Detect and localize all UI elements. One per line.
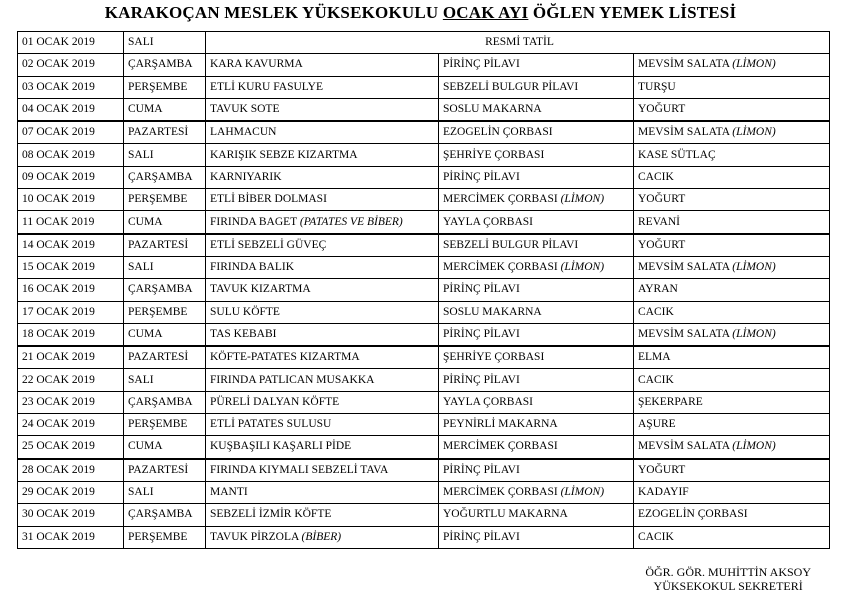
day-cell bbox=[124, 279, 206, 301]
extra-cell bbox=[634, 121, 830, 144]
extra-cell bbox=[634, 211, 830, 234]
main-dish-cell-text: FIRINDA KIYMALI SEBZELİ TAVA bbox=[210, 463, 389, 476]
side-dish-cell-text: SOSLU MAKARNA bbox=[443, 103, 542, 116]
menu-table bbox=[17, 31, 830, 549]
side-dish-cell-text: PİRİNÇ PİLAVI bbox=[443, 58, 520, 71]
extra-cell-text: EZOGELİN ÇORBASI bbox=[638, 508, 748, 521]
extra-cell-note: (LİMON) bbox=[732, 126, 776, 139]
signature-name: ÖĞR. GÖR. MUHİTTİN AKSOY bbox=[645, 565, 811, 579]
date-cell-text: 17 OCAK 2019 bbox=[22, 305, 95, 318]
main-dish-cell-text: TAVUK KIZARTMA bbox=[210, 283, 311, 296]
date-cell bbox=[18, 346, 124, 369]
main-dish-cell bbox=[206, 459, 439, 482]
date-cell-text: 24 OCAK 2019 bbox=[22, 418, 95, 431]
date-cell-text: 14 OCAK 2019 bbox=[22, 238, 95, 251]
title-prefix: KARAKOÇAN MESLEK YÜKSEKOKULU bbox=[104, 3, 443, 22]
table-row bbox=[18, 436, 830, 459]
day-cell bbox=[124, 481, 206, 503]
extra-cell bbox=[634, 234, 830, 257]
extra-cell-text: YOĞURT bbox=[638, 463, 686, 476]
day-cell-text: PERŞEMBE bbox=[128, 530, 188, 543]
date-cell-text: 22 OCAK 2019 bbox=[22, 373, 95, 386]
date-cell bbox=[18, 121, 124, 144]
day-cell-text: PAZARTESİ bbox=[128, 238, 189, 251]
side-dish-cell bbox=[439, 391, 634, 413]
main-dish-cell-text: FIRINDA BALIK bbox=[210, 261, 295, 274]
side-dish-cell bbox=[439, 279, 634, 301]
signature-role: YÜKSEKOKUL SEKRETERİ bbox=[653, 579, 803, 593]
date-cell bbox=[18, 301, 124, 323]
side-dish-cell bbox=[439, 98, 634, 121]
extra-cell bbox=[634, 189, 830, 211]
main-dish-cell-note: (BİBER) bbox=[301, 530, 342, 543]
date-cell-text: 01 OCAK 2019 bbox=[22, 36, 95, 49]
extra-cell-text: MEVSİM SALATA bbox=[638, 440, 733, 453]
date-cell bbox=[18, 32, 124, 54]
main-dish-cell-text: KARA KAVURMA bbox=[210, 58, 303, 71]
day-cell-text: SALI bbox=[128, 148, 154, 161]
side-dish-cell-text: MERCİMEK ÇORBASI bbox=[443, 440, 558, 453]
extra-cell bbox=[634, 436, 830, 459]
day-cell-text: CUMA bbox=[128, 103, 163, 116]
day-cell-text: PERŞEMBE bbox=[128, 193, 188, 206]
date-cell bbox=[18, 76, 124, 98]
side-dish-cell-note: (LİMON) bbox=[560, 486, 605, 499]
side-dish-cell bbox=[439, 211, 634, 234]
day-cell bbox=[124, 189, 206, 211]
table-row bbox=[18, 166, 830, 188]
main-dish-cell-text: ETLİ SEBZELİ GÜVEÇ bbox=[210, 238, 327, 251]
signature-block bbox=[645, 565, 811, 593]
date-cell-text: 11 OCAK 2019 bbox=[22, 215, 95, 228]
date-cell-text: 10 OCAK 2019 bbox=[22, 193, 95, 206]
table-row bbox=[18, 526, 830, 548]
menu-table-body bbox=[18, 32, 830, 549]
date-cell-text: 25 OCAK 2019 bbox=[22, 440, 95, 453]
day-cell bbox=[124, 76, 206, 98]
day-cell bbox=[124, 211, 206, 234]
main-dish-cell bbox=[206, 166, 439, 188]
day-cell-text: ÇARŞAMBA bbox=[128, 508, 193, 521]
day-cell-text: PAZARTESİ bbox=[128, 463, 189, 476]
day-cell-text: PAZARTESİ bbox=[128, 126, 189, 139]
side-dish-cell-text: PİRİNÇ PİLAVI bbox=[443, 328, 520, 340]
date-cell-text: 23 OCAK 2019 bbox=[22, 395, 95, 408]
side-dish-cell-text: YAYLA ÇORBASI bbox=[443, 395, 534, 408]
table-row bbox=[18, 346, 830, 369]
table-row bbox=[18, 414, 830, 436]
side-dish-cell-text: MERCİMEK ÇORBASI bbox=[443, 261, 561, 274]
side-dish-cell-text: ŞEHRİYE ÇORBASI bbox=[443, 148, 545, 161]
day-cell-text: SALI bbox=[128, 373, 154, 386]
main-dish-cell bbox=[206, 504, 439, 526]
side-dish-cell-text: PİRİNÇ PİLAVI bbox=[443, 463, 520, 476]
day-cell-text: CUMA bbox=[128, 215, 163, 228]
day-cell bbox=[124, 121, 206, 144]
extra-cell-text: KADAYIF bbox=[638, 486, 689, 499]
side-dish-cell bbox=[439, 414, 634, 436]
extra-cell-text: MEVSİM SALATA bbox=[638, 126, 733, 139]
extra-cell-text: CACIK bbox=[638, 305, 674, 318]
side-dish-cell bbox=[439, 526, 634, 548]
date-cell bbox=[18, 323, 124, 346]
main-dish-cell bbox=[206, 436, 439, 459]
main-dish-cell-text: ETLİ PATATES SULUSU bbox=[210, 418, 332, 431]
day-cell bbox=[124, 166, 206, 188]
table-row bbox=[18, 504, 830, 526]
main-dish-cell bbox=[206, 234, 439, 257]
side-dish-cell-text: PİRİNÇ PİLAVI bbox=[443, 283, 520, 296]
table-row bbox=[18, 144, 830, 166]
table-row bbox=[18, 323, 830, 346]
table-row bbox=[18, 279, 830, 301]
date-cell bbox=[18, 54, 124, 76]
day-cell bbox=[124, 234, 206, 257]
extra-cell-note: (LİMON) bbox=[732, 440, 776, 453]
main-dish-cell bbox=[206, 346, 439, 369]
main-dish-cell bbox=[206, 189, 439, 211]
day-cell bbox=[124, 323, 206, 346]
main-dish-cell-text: TAVUK PİRZOLA bbox=[210, 530, 302, 543]
main-dish-cell-text: KARNIYARIK bbox=[210, 170, 282, 183]
day-cell-text: ÇARŞAMBA bbox=[128, 58, 193, 71]
main-dish-cell bbox=[206, 76, 439, 98]
main-dish-cell bbox=[206, 391, 439, 413]
date-cell bbox=[18, 279, 124, 301]
day-cell-text: ÇARŞAMBA bbox=[128, 170, 193, 183]
date-cell bbox=[18, 504, 124, 526]
main-dish-cell-text: SULU KÖFTE bbox=[210, 305, 280, 318]
page-title bbox=[0, 3, 841, 23]
extra-cell bbox=[634, 526, 830, 548]
side-dish-cell bbox=[439, 76, 634, 98]
extra-cell-note: (LİMON) bbox=[732, 58, 776, 71]
table-row bbox=[18, 32, 830, 54]
extra-cell bbox=[634, 98, 830, 121]
extra-cell-text: ELMA bbox=[638, 351, 671, 364]
day-cell-text: PERŞEMBE bbox=[128, 418, 188, 431]
day-cell bbox=[124, 369, 206, 391]
side-dish-cell bbox=[439, 256, 634, 278]
date-cell bbox=[18, 526, 124, 548]
extra-cell bbox=[634, 391, 830, 413]
date-cell bbox=[18, 166, 124, 188]
table-row bbox=[18, 459, 830, 482]
day-cell bbox=[124, 391, 206, 413]
side-dish-cell-text: YAYLA ÇORBASI bbox=[443, 215, 534, 228]
table-row bbox=[18, 54, 830, 76]
table-row bbox=[18, 391, 830, 413]
date-cell-text: 29 OCAK 2019 bbox=[22, 486, 95, 499]
main-dish-cell-text: TAS KEBABI bbox=[210, 328, 277, 340]
extra-cell-text: AYRAN bbox=[638, 283, 678, 296]
extra-cell-text: YOĞURT bbox=[638, 103, 686, 116]
date-cell bbox=[18, 481, 124, 503]
side-dish-cell-text: PİRİNÇ PİLAVI bbox=[443, 373, 520, 386]
extra-cell bbox=[634, 504, 830, 526]
date-cell-text: 18 OCAK 2019 bbox=[22, 328, 95, 340]
main-dish-cell-text: PÜRELİ DALYAN KÖFTE bbox=[210, 395, 340, 408]
day-cell bbox=[124, 414, 206, 436]
side-dish-cell-text: PEYNİRLİ MAKARNA bbox=[443, 418, 558, 431]
day-cell-text: SALI bbox=[128, 486, 154, 499]
date-cell bbox=[18, 98, 124, 121]
day-cell bbox=[124, 301, 206, 323]
day-cell bbox=[124, 526, 206, 548]
main-dish-cell bbox=[206, 279, 439, 301]
day-cell bbox=[124, 346, 206, 369]
side-dish-cell-text: MERCİMEK ÇORBASI bbox=[443, 193, 561, 206]
extra-cell-text: CACIK bbox=[638, 373, 674, 386]
day-cell bbox=[124, 256, 206, 278]
day-cell-text: PAZARTESİ bbox=[128, 351, 189, 364]
side-dish-cell-note: (LİMON) bbox=[560, 193, 605, 206]
extra-cell bbox=[634, 459, 830, 482]
day-cell-text: PERŞEMBE bbox=[128, 305, 188, 318]
extra-cell-text: MEVSİM SALATA bbox=[638, 261, 733, 274]
date-cell bbox=[18, 211, 124, 234]
side-dish-cell-text: PİRİNÇ PİLAVI bbox=[443, 170, 520, 183]
day-cell-text: ÇARŞAMBA bbox=[128, 395, 193, 408]
table-row bbox=[18, 121, 830, 144]
side-dish-cell bbox=[439, 234, 634, 257]
title-suffix: ÖĞLEN YEMEK LİSTESİ bbox=[528, 3, 737, 22]
side-dish-cell-text: SEBZELİ BULGUR PİLAVI bbox=[443, 80, 579, 93]
side-dish-cell-note: (LİMON) bbox=[560, 261, 605, 274]
extra-cell bbox=[634, 346, 830, 369]
side-dish-cell-text: PİRİNÇ PİLAVI bbox=[443, 530, 520, 543]
date-cell-text: 09 OCAK 2019 bbox=[22, 170, 95, 183]
main-dish-cell bbox=[206, 98, 439, 121]
extra-cell-text: YOĞURT bbox=[638, 238, 686, 251]
main-dish-cell-note: (PATATES VE BİBER) bbox=[299, 215, 403, 228]
extra-cell bbox=[634, 279, 830, 301]
table-row bbox=[18, 189, 830, 211]
extra-cell bbox=[634, 166, 830, 188]
main-dish-cell bbox=[206, 121, 439, 144]
main-dish-cell-text: TAVUK SOTE bbox=[210, 103, 280, 116]
main-dish-cell-text: ETLİ KURU FASULYE bbox=[210, 80, 323, 93]
date-cell-text: 31 OCAK 2019 bbox=[22, 530, 95, 543]
date-cell bbox=[18, 369, 124, 391]
side-dish-cell bbox=[439, 166, 634, 188]
main-dish-cell bbox=[206, 256, 439, 278]
day-cell-text: PERŞEMBE bbox=[128, 80, 188, 93]
extra-cell bbox=[634, 323, 830, 346]
main-dish-cell-text: ETLİ BİBER DOLMASI bbox=[210, 193, 327, 206]
side-dish-cell-text: YOĞURTLU MAKARNA bbox=[443, 508, 568, 521]
side-dish-cell bbox=[439, 189, 634, 211]
date-cell-text: 08 OCAK 2019 bbox=[22, 148, 95, 161]
main-dish-cell bbox=[206, 301, 439, 323]
main-dish-cell bbox=[206, 414, 439, 436]
main-dish-cell bbox=[206, 526, 439, 548]
main-dish-cell bbox=[206, 54, 439, 76]
day-cell bbox=[124, 32, 206, 54]
extra-cell-text: ŞEKERPARE bbox=[638, 395, 703, 408]
day-cell-text: CUMA bbox=[128, 328, 163, 340]
extra-cell-note: (LİMON) bbox=[732, 328, 776, 340]
table-row bbox=[18, 98, 830, 121]
date-cell-text: 21 OCAK 2019 bbox=[22, 351, 95, 364]
extra-cell bbox=[634, 369, 830, 391]
day-cell-text: CUMA bbox=[128, 440, 163, 453]
side-dish-cell bbox=[439, 346, 634, 369]
day-cell bbox=[124, 54, 206, 76]
day-cell bbox=[124, 459, 206, 482]
extra-cell-text: REVANİ bbox=[638, 215, 680, 228]
date-cell-text: 02 OCAK 2019 bbox=[22, 58, 95, 71]
side-dish-cell bbox=[439, 436, 634, 459]
side-dish-cell bbox=[439, 323, 634, 346]
date-cell bbox=[18, 144, 124, 166]
extra-cell-text: YOĞURT bbox=[638, 193, 686, 206]
day-cell bbox=[124, 144, 206, 166]
day-cell-text: ÇARŞAMBA bbox=[128, 283, 193, 296]
table-row bbox=[18, 256, 830, 278]
extra-cell-text: AŞURE bbox=[638, 418, 676, 431]
date-cell-text: 04 OCAK 2019 bbox=[22, 103, 95, 116]
main-dish-cell bbox=[206, 144, 439, 166]
side-dish-cell bbox=[439, 144, 634, 166]
main-dish-cell bbox=[206, 323, 439, 346]
table-row bbox=[18, 234, 830, 257]
day-cell bbox=[124, 504, 206, 526]
date-cell-text: 07 OCAK 2019 bbox=[22, 126, 95, 139]
date-cell bbox=[18, 256, 124, 278]
extra-cell bbox=[634, 76, 830, 98]
main-dish-cell-text: KUŞBAŞILI KAŞARLI PİDE bbox=[210, 440, 352, 453]
side-dish-cell bbox=[439, 369, 634, 391]
extra-cell-text: MEVSİM SALATA bbox=[638, 328, 733, 340]
side-dish-cell-text: ŞEHRİYE ÇORBASI bbox=[443, 351, 545, 364]
side-dish-cell-text: SOSLU MAKARNA bbox=[443, 305, 542, 318]
extra-cell-text: CACIK bbox=[638, 530, 674, 543]
table-row bbox=[18, 301, 830, 323]
date-cell bbox=[18, 234, 124, 257]
main-dish-cell-text: KÖFTE-PATATES KIZARTMA bbox=[210, 351, 360, 364]
extra-cell-note: (LİMON) bbox=[732, 261, 776, 274]
title-month: OCAK AYI bbox=[442, 3, 529, 22]
main-dish-cell-text: LAHMACUN bbox=[210, 126, 277, 139]
main-dish-cell-text: FIRINDA BAGET bbox=[210, 215, 300, 228]
table-row bbox=[18, 76, 830, 98]
side-dish-cell-text: SEBZELİ BULGUR PİLAVI bbox=[443, 238, 579, 251]
main-dish-cell-text: KARIŞIK SEBZE KIZARTMA bbox=[210, 148, 358, 161]
date-cell bbox=[18, 459, 124, 482]
main-dish-cell-text: SEBZELİ İZMİR KÖFTE bbox=[210, 508, 332, 521]
side-dish-cell-text: MERCİMEK ÇORBASI bbox=[443, 486, 561, 499]
date-cell bbox=[18, 391, 124, 413]
extra-cell-text: TURŞU bbox=[638, 80, 676, 93]
extra-cell-text: KASE SÜTLAÇ bbox=[638, 148, 716, 161]
day-cell-text: SALI bbox=[128, 36, 154, 49]
date-cell-text: 30 OCAK 2019 bbox=[22, 508, 95, 521]
date-cell-text: 03 OCAK 2019 bbox=[22, 80, 95, 93]
extra-cell-text: MEVSİM SALATA bbox=[638, 58, 733, 71]
holiday-cell bbox=[206, 32, 830, 54]
side-dish-cell bbox=[439, 301, 634, 323]
side-dish-cell bbox=[439, 481, 634, 503]
date-cell-text: 16 OCAK 2019 bbox=[22, 283, 95, 296]
side-dish-cell-text: EZOGELİN ÇORBASI bbox=[443, 126, 553, 139]
table-row bbox=[18, 481, 830, 503]
side-dish-cell bbox=[439, 504, 634, 526]
main-dish-cell bbox=[206, 481, 439, 503]
table-row bbox=[18, 369, 830, 391]
table-row bbox=[18, 211, 830, 234]
main-dish-cell-text: FIRINDA PATLICAN MUSAKKA bbox=[210, 373, 375, 386]
side-dish-cell bbox=[439, 121, 634, 144]
extra-cell bbox=[634, 256, 830, 278]
side-dish-cell bbox=[439, 459, 634, 482]
main-dish-cell bbox=[206, 369, 439, 391]
day-cell bbox=[124, 98, 206, 121]
day-cell bbox=[124, 436, 206, 459]
date-cell-text: 15 OCAK 2019 bbox=[22, 261, 95, 274]
date-cell bbox=[18, 189, 124, 211]
extra-cell bbox=[634, 301, 830, 323]
extra-cell bbox=[634, 481, 830, 503]
main-dish-cell bbox=[206, 211, 439, 234]
extra-cell bbox=[634, 414, 830, 436]
extra-cell bbox=[634, 144, 830, 166]
day-cell-text: SALI bbox=[128, 261, 154, 274]
date-cell bbox=[18, 414, 124, 436]
main-dish-cell-text: MANTI bbox=[210, 486, 248, 499]
holiday-cell-text: RESMİ TATİL bbox=[485, 36, 554, 49]
extra-cell bbox=[634, 54, 830, 76]
date-cell-text: 28 OCAK 2019 bbox=[22, 463, 95, 476]
extra-cell-text: CACIK bbox=[638, 170, 674, 183]
date-cell bbox=[18, 436, 124, 459]
side-dish-cell bbox=[439, 54, 634, 76]
